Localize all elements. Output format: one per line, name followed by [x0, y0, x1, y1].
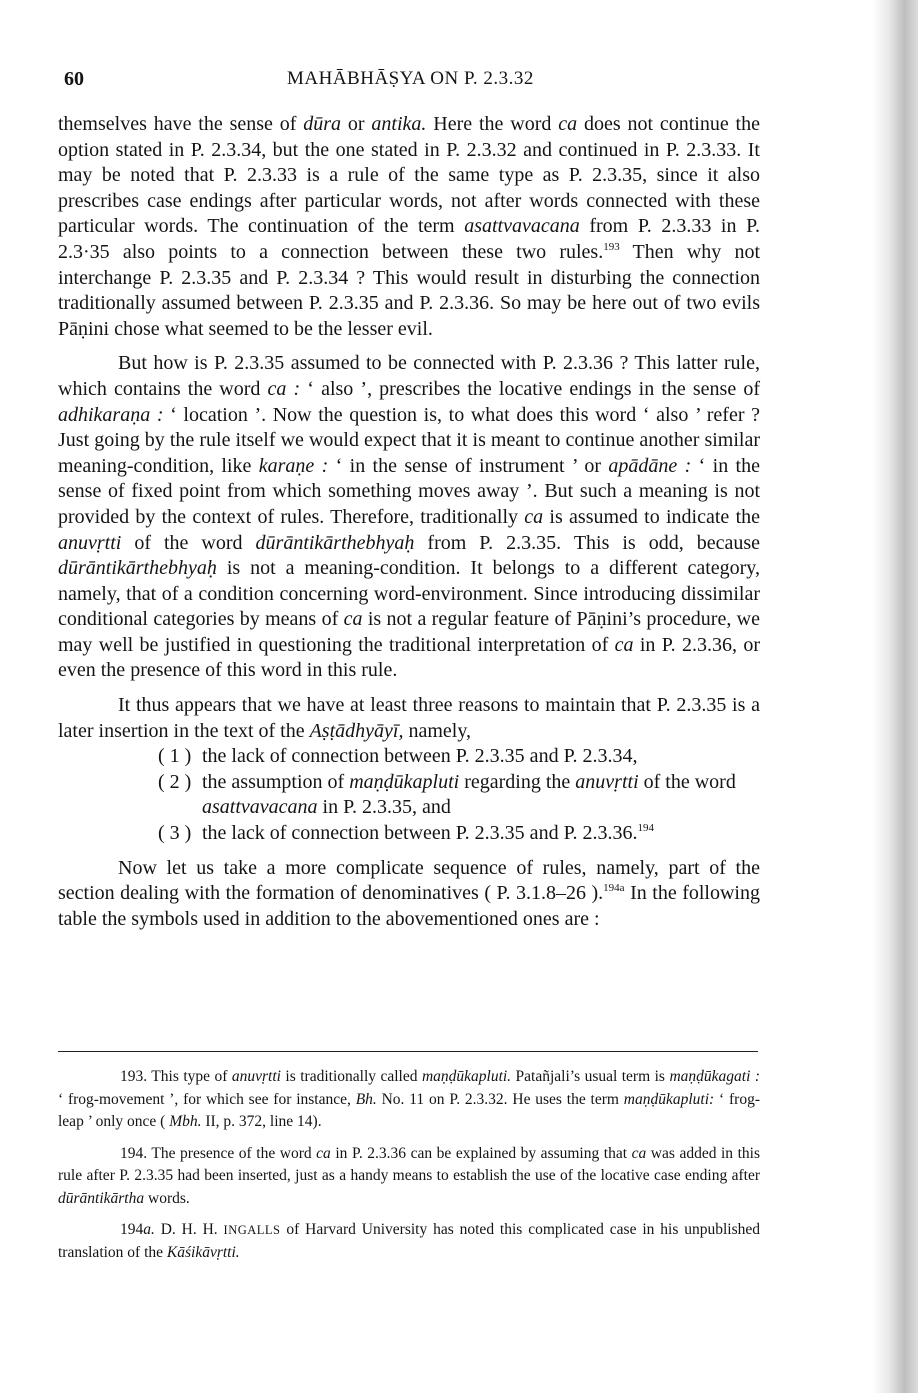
text-run: In the following table the symbols used in addition to the abovementioned ones are : [58, 882, 760, 930]
text-run: ‘ in the sense of fixed point from which something moves away ’. But such a meaning is not provided by the context of rules. Therefore, traditionally [58, 454, 760, 528]
italic-term: dūrāntikārthebhyaḥ [255, 531, 415, 554]
italic-term: maṇḍūkapluti: [623, 1090, 715, 1108]
italic-term: ca [631, 1144, 647, 1162]
text-run: 194. The presence of the word [120, 1144, 317, 1162]
paragraph-4 [58, 856, 760, 933]
italic-term: Bh. [355, 1090, 377, 1108]
text-run: is traditionally called [280, 1068, 422, 1085]
italic-term: ca [343, 608, 363, 631]
text-run: of Harvard University has noted this complicated case in his unpublished translation of the [58, 1221, 760, 1261]
text-run: does not continue the option stated in P. 2.3.34, but the one stated in P. 2.3.32 and continued in P. 2.3.33. It may be noted that P. 2.3.33 is a rule of the same type as P. 2.3.35, since it also prescribes case endings after particular words, not after words connected with these particular words. The continuation of the term [58, 113, 760, 238]
text-run: is not a regular feature of Pāṇini’s procedure, we may well be justified in questioning the traditional interpretation of [58, 608, 760, 656]
italic-term: Aṣṭādhyāyī, [309, 719, 404, 742]
italic-term: dūrāntikārtha [58, 1189, 145, 1207]
text-run: ‘ frog-movement ’, for which see for instance, [58, 1090, 356, 1108]
reason-number: ( 1 ) [158, 745, 192, 768]
italic-term: ca [524, 505, 544, 528]
text-run: No. 11 on P. 2.3.32. He uses the term [376, 1090, 624, 1108]
text-run: or [341, 113, 372, 135]
text-run: from P. 2.3.33 in P. 2.3·35 also points to a connection between these two rules. [58, 215, 761, 263]
footnote-194 [58, 1143, 760, 1211]
reason-item-2 [158, 770, 760, 821]
italic-term: dūrāntikārthebhyaḥ [58, 557, 217, 580]
footnote-ref: 194 [637, 822, 654, 835]
italic-term: karaṇe : [258, 454, 329, 477]
footnote-ref: 194a [603, 882, 625, 895]
italic-term: Kāśikāvṛtti. [166, 1243, 240, 1261]
paragraph-1 [58, 112, 760, 342]
italic-term: asattvavacana [202, 796, 318, 819]
text-run: ‘ frog-leap ’ only once ( [58, 1090, 760, 1130]
reason-text [202, 744, 760, 770]
text-run: Patañjali’s usual term is [511, 1068, 670, 1085]
text-run: in P. 2.3.36, or even the presence of this word in this rule. [58, 633, 761, 682]
reason-text [202, 770, 760, 821]
italic-term: asattvavacana [464, 215, 580, 238]
italic-term: maṇḍūkagati : [669, 1068, 761, 1085]
italic-term: antika. [371, 113, 427, 135]
running-title: MAHĀBHĀṢYA ON P. 2.3.32 [287, 68, 534, 89]
text-run: INGALLS [223, 1223, 281, 1237]
italic-term: anuvṛtti [58, 531, 122, 554]
italic-term: anuvṛtti [231, 1068, 281, 1085]
reason-number: ( 2 ) [158, 770, 192, 793]
italic-term: ca [614, 633, 634, 656]
text-run: regarding the [459, 770, 576, 793]
text-run: namely, [403, 719, 472, 742]
reasons-list [58, 744, 760, 846]
italic-term: anuvṛtti [575, 770, 639, 793]
text-run: in P. 2.3.36 can be explained by assuming that [330, 1144, 632, 1162]
italic-term: apādāne : [608, 454, 692, 477]
text-run: the lack of connection between P. 2.3.35 and P. 2.3.34, [202, 745, 638, 768]
text-run: was added in this rule after P. 2.3.35 had been inserted, just as a handy means to establish the use of the locative case ending after [58, 1144, 761, 1184]
paragraph-2 [58, 351, 760, 684]
footnote-193 [58, 1066, 760, 1134]
text-run: ‘ in the sense of instrument ’ or [328, 454, 609, 477]
text-run: is not a meaning-condition. It belongs to a different category, namely, that of a condition concerning word-environment. Since introducing dissimilar conditional categories by means of [58, 557, 760, 631]
text-run: themselves have the sense of [58, 113, 304, 135]
text-run: of the word [638, 770, 736, 793]
scan-page-edge [872, 0, 918, 1393]
italic-term: ca : [267, 377, 301, 400]
text-run: D. H. H. [154, 1221, 224, 1238]
text-run: the assumption of [202, 770, 350, 793]
italic-term: ca [558, 113, 578, 135]
italic-term: ca [316, 1144, 331, 1162]
italic-term: Mbh. [169, 1113, 202, 1130]
text-run: But how is P. 2.3.35 assumed to be connected with P. 2.3.36 ? This latter rule, which contains the word [58, 352, 760, 400]
reason-item-1 [158, 744, 760, 770]
text-run: 194 [120, 1221, 144, 1238]
reason-item-3 [158, 821, 760, 847]
text-run: Then why not interchange P. 2.3.35 and P. 2.3.34 ? This would result in disturbing the connection traditionally assumed between P. 2.3.35 and P. 2.3.36. So may be here out of two evils Pāṇini chose what seemed to be the lesser evil. [58, 240, 761, 340]
reason-number: ( 3 ) [158, 822, 192, 845]
body-text [58, 112, 760, 932]
text-run: is assumed to indicate the [543, 505, 761, 528]
footnote-194a [58, 1219, 760, 1264]
text-run: ‘ also ’, prescribes the locative endings in the sense of [300, 377, 760, 400]
footnote-ref: 193 [603, 240, 620, 253]
text-run: 193. This type of [120, 1068, 232, 1085]
footnote-divider [58, 1051, 758, 1052]
text-run: It thus appears that we have at least three reasons to maintain that P. 2.3.35 is a later insertion in the text of the [58, 694, 760, 742]
running-header [58, 68, 758, 98]
footnotes [58, 1066, 760, 1273]
text-run: of the word [121, 531, 256, 554]
text-run: words. [144, 1189, 190, 1207]
text-run: II, p. 372, line 14). [201, 1113, 322, 1130]
italic-term: adhikaraṇa : [58, 403, 164, 426]
text-run: ‘ location ’. Now the question is, to what does this word ‘ also ’ refer ? Just going by the rule itself we would expect that it is meant to continue another similar meaning-condition, like [58, 403, 760, 477]
italic-term: a. [143, 1221, 155, 1238]
reason-text [202, 821, 760, 847]
italic-term: maṇḍūkapluti [349, 770, 460, 793]
text-run: Now let us take a more complicate sequence of rules, namely, part of the section dealing with the formation of denominatives ( P. 3.1.8–26 ). [58, 856, 760, 905]
text-run: Here the word [426, 113, 559, 135]
italic-term: dūra [303, 113, 342, 135]
page-number: 60 [64, 68, 84, 90]
paragraph-3 [58, 693, 760, 744]
text-run: in P. 2.3.35, and [317, 796, 451, 819]
text-run: from P. 2.3.35. This is odd, because [414, 531, 760, 554]
italic-term: maṇḍūkapluti. [421, 1068, 512, 1085]
text-run: the lack of connection between P. 2.3.35 and P. 2.3.36. [202, 822, 638, 845]
